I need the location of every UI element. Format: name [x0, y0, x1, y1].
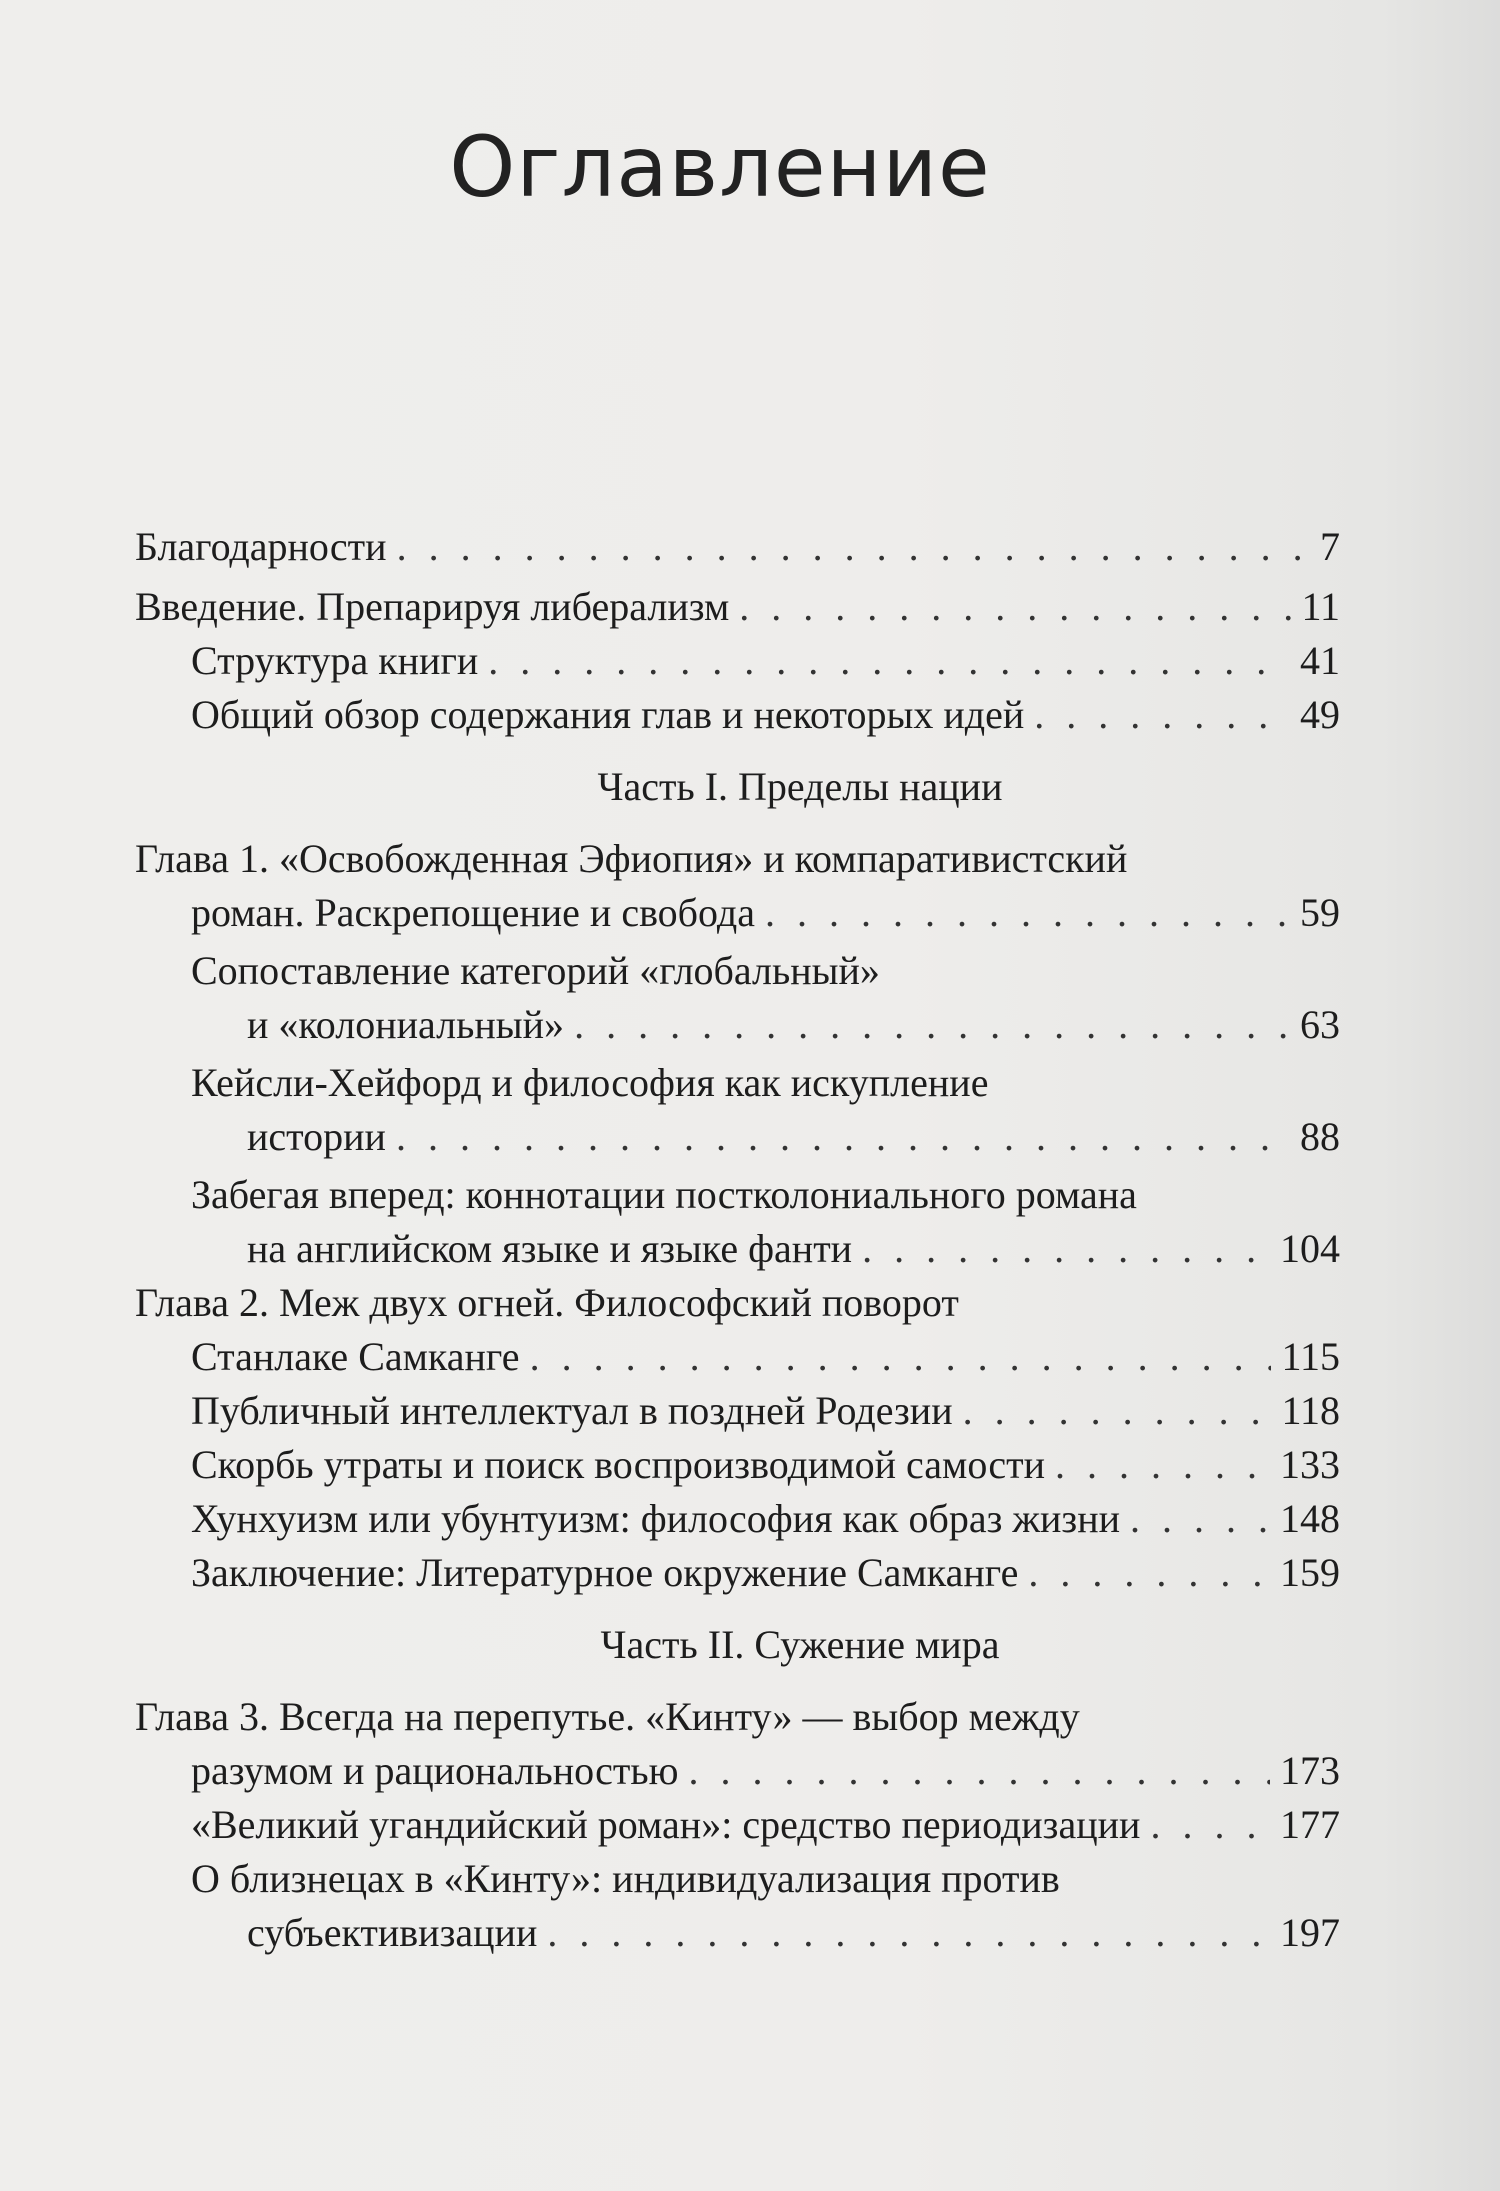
toc-page-number: 177 [1280, 1802, 1340, 1847]
toc-entry-title: Сопоставление категорий «глобальный» [191, 948, 880, 993]
toc-chapter-entry [135, 1276, 1340, 1330]
toc-chapter-entry [135, 580, 1340, 634]
toc-chapter-entry [135, 520, 1340, 574]
toc-chapter-entry [135, 832, 1340, 940]
toc-entry-title: Хунхуизм или убунтуизм: философия как образ жизни [191, 1496, 1121, 1541]
dot-leader [963, 1384, 1272, 1438]
toc-part-heading: Часть II. Сужение мира [600, 1622, 1000, 1667]
toc-entry-title: и «колониальный» [247, 1002, 565, 1047]
dot-leader [396, 1110, 1290, 1164]
toc-chapter-entry [135, 1690, 1340, 1798]
toc-entry-title: Забегая вперед: коннотации постколониального романа [191, 1172, 1137, 1217]
toc-section-entry [191, 1384, 1340, 1438]
toc-page-number: 133 [1280, 1442, 1340, 1487]
toc-part-heading: Часть I. Пределы нации [597, 764, 1003, 809]
toc-section-entry [191, 1438, 1340, 1492]
toc-entry-title: Глава 2. Меж двух огней. Философский поворот [135, 1280, 959, 1325]
toc-entry-title: Кейсли-Хейфорд и философия как искупление [191, 1060, 989, 1105]
toc-section-entry [191, 688, 1340, 742]
toc-entry-title: Введение. Препарируя либерализм [135, 584, 730, 629]
toc-entry-title: Глава 1. «Освобожденная Эфиопия» и компаративистский [135, 836, 1128, 881]
toc-entry-title: Структура книги [191, 638, 479, 683]
dot-leader [1034, 688, 1290, 742]
toc-entry-title: субъективизации [247, 1910, 538, 1955]
toc-section-entry [191, 1546, 1340, 1600]
toc-entry-title: Станлаке Самканге [191, 1334, 520, 1379]
dot-leader [397, 520, 1310, 574]
dot-leader [739, 580, 1291, 634]
toc-section-entry [191, 1852, 1340, 1960]
toc-section-entry [191, 1168, 1340, 1276]
toc-entry-title: на английском языке и языке фанти [247, 1226, 853, 1271]
dot-leader [547, 1906, 1270, 1960]
toc-section-entry [191, 634, 1340, 688]
toc-page-number: 49 [1300, 692, 1340, 737]
toc-section-entry [191, 1492, 1340, 1546]
toc-entry-title: Глава 3. Всегда на перепутье. «Кинту» — выбор между [135, 1694, 1080, 1739]
toc-entry-title: Благодарности [135, 524, 387, 569]
toc-entry-title: «Великий угандийский роман»: средство периодизации [191, 1802, 1141, 1847]
toc-page-number: 159 [1280, 1550, 1340, 1595]
toc-page-number: 63 [1300, 1002, 1340, 1047]
toc-page-number: 197 [1280, 1910, 1340, 1955]
dot-leader [574, 998, 1290, 1052]
toc-page-number: 148 [1280, 1496, 1340, 1541]
dot-leader [488, 634, 1290, 688]
toc-page-number: 115 [1281, 1334, 1340, 1379]
dot-leader [1055, 1438, 1270, 1492]
toc-entry-title: Скорбь утраты и поиск воспроизводимой самости [191, 1442, 1045, 1487]
toc-section-entry [191, 1798, 1340, 1852]
toc-entry-title: О близнецах в «Кинту»: индивидуализация против [191, 1856, 1060, 1901]
dot-leader [1028, 1546, 1270, 1600]
toc-entry-title: роман. Раскрепощение и свобода [191, 890, 755, 935]
dot-leader [1130, 1492, 1270, 1546]
toc-page-number: 59 [1300, 890, 1340, 935]
toc-section-entry [191, 944, 1340, 1052]
toc-page-number: 88 [1300, 1114, 1340, 1159]
toc-entry-title: истории [247, 1114, 386, 1159]
dot-leader [862, 1222, 1270, 1276]
toc-page-number: 173 [1280, 1748, 1340, 1793]
table-of-contents [0, 520, 1500, 1960]
toc-entry-title: Заключение: Литературное окружение Самканге [191, 1550, 1019, 1595]
dot-leader [765, 886, 1290, 940]
toc-page-number: 41 [1300, 638, 1340, 683]
toc-entry-title: Публичный интеллектуал в поздней Родезии [191, 1388, 953, 1433]
toc-section-entry [191, 1056, 1340, 1164]
toc-entry-title: Общий обзор содержания глав и некоторых идей [191, 692, 1025, 737]
toc-entry-title: разумом и рациональностью [191, 1748, 679, 1793]
toc-page-number: 7 [1320, 524, 1340, 569]
dot-leader [1150, 1798, 1270, 1852]
toc-page-number: 11 [1301, 584, 1340, 629]
page-title: Оглавление [449, 118, 991, 216]
toc-section-entry [191, 1330, 1340, 1384]
dot-leader [689, 1744, 1271, 1798]
toc-page-number: 118 [1281, 1388, 1340, 1433]
toc-page-number: 104 [1280, 1226, 1340, 1271]
dot-leader [530, 1330, 1272, 1384]
